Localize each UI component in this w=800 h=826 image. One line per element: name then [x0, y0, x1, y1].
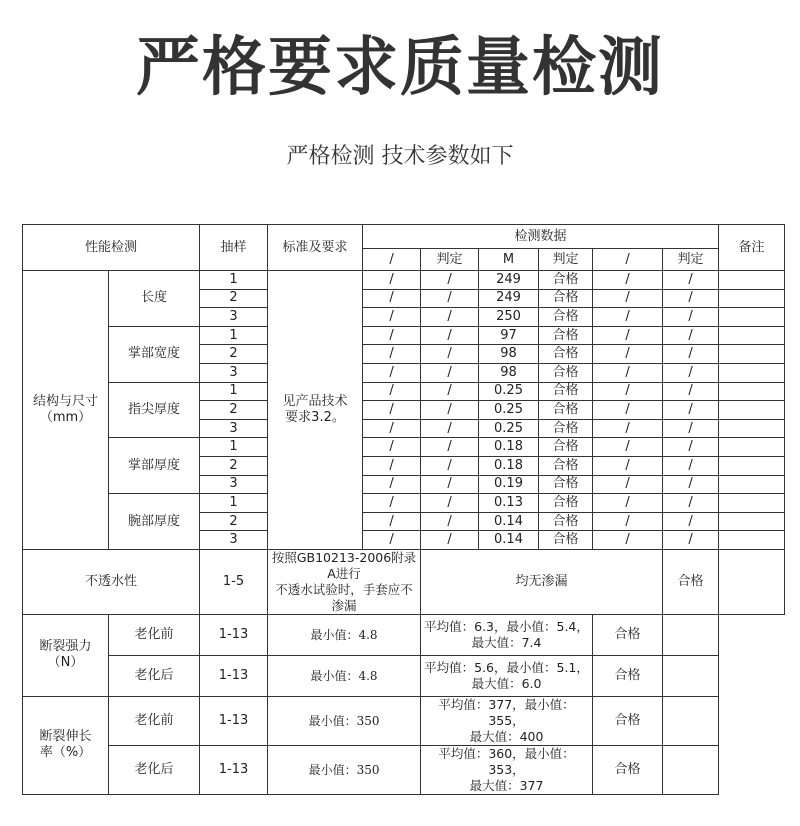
sample-number: 1	[200, 271, 268, 290]
sample-number: 2	[200, 456, 268, 475]
data-cell: /	[663, 419, 719, 438]
result-cell-line1: 平均值：360，最小值：353，	[438, 745, 575, 777]
table-row	[23, 494, 785, 513]
requirement-cell: 最小值：350	[268, 745, 421, 794]
data-cell: /	[593, 401, 663, 420]
measure-value: 0.14	[479, 531, 539, 550]
verdict-cell: 合格	[539, 401, 593, 420]
data-cell: /	[421, 401, 479, 420]
structure-label	[23, 271, 109, 550]
result-cell	[421, 614, 593, 655]
data-cell: /	[593, 326, 663, 345]
verdict-cell: 合格	[539, 531, 593, 550]
result-cell-line1: 平均值：5.6，最小值：5.1，	[424, 659, 589, 675]
measure-value: 249	[479, 289, 539, 308]
measure-value: 250	[479, 308, 539, 327]
data-cell: /	[421, 289, 479, 308]
result-cell	[421, 745, 593, 794]
note-cell	[719, 345, 785, 364]
note-cell	[719, 308, 785, 327]
result-cell-line2: 最大值：7.4	[471, 634, 542, 650]
header-data: 检测数据	[363, 225, 719, 249]
opaque-sample: 1-5	[200, 549, 268, 614]
spec-table	[22, 224, 785, 795]
tensile-label-line2: （N）	[47, 655, 84, 671]
data-cell: /	[663, 271, 719, 290]
verdict-cell: 合格	[539, 438, 593, 457]
group-name: 掌部厚度	[109, 438, 200, 494]
subheader-cell: /	[593, 249, 663, 271]
group-name: 长度	[109, 271, 200, 327]
opaque-label: 不透水性	[23, 549, 200, 614]
requirement-cell: 最小值：4.8	[268, 614, 421, 655]
table-row	[23, 438, 785, 457]
data-cell: /	[593, 531, 663, 550]
verdict-cell: 合格	[539, 363, 593, 382]
data-cell: /	[663, 382, 719, 401]
verdict-cell: 合格	[539, 382, 593, 401]
note-cell	[719, 401, 785, 420]
note-cell	[719, 326, 785, 345]
data-cell: /	[593, 456, 663, 475]
sample-number: 2	[200, 289, 268, 308]
note-cell	[663, 745, 719, 794]
sample-number: 3	[200, 363, 268, 382]
data-cell: /	[663, 363, 719, 382]
data-cell: /	[593, 475, 663, 494]
measure-value: 0.18	[479, 438, 539, 457]
data-cell: /	[421, 308, 479, 327]
result-cell-line2: 最大值：6.0	[471, 675, 542, 691]
requirement-cell: 最小值：350	[268, 696, 421, 745]
data-cell: /	[363, 363, 421, 382]
sample-number: 3	[200, 531, 268, 550]
group-name: 指尖厚度	[109, 382, 200, 438]
condition-cell: 老化前	[109, 614, 200, 655]
verdict-cell: 合格	[539, 419, 593, 438]
measure-value: 0.13	[479, 494, 539, 513]
condition-cell: 老化后	[109, 655, 200, 696]
structure-label-line1: 结构与尺寸	[32, 393, 98, 409]
result-cell	[421, 655, 593, 696]
data-cell: /	[363, 531, 421, 550]
data-cell: /	[421, 419, 479, 438]
data-cell: /	[663, 438, 719, 457]
note-cell	[719, 363, 785, 382]
sample-number: 3	[200, 475, 268, 494]
subheader-cell: 判定	[421, 249, 479, 271]
elongation-label-line2: 率（%）	[39, 745, 92, 761]
result-cell-line1: 平均值：6.3，最小值：5.4，	[424, 618, 589, 634]
data-cell: /	[363, 345, 421, 364]
data-cell: /	[663, 456, 719, 475]
header-note: 备注	[719, 225, 785, 271]
verdict-cell: 合格	[539, 326, 593, 345]
result-cell-line1: 平均值：377，最小值：355，	[438, 696, 575, 728]
data-cell: /	[663, 289, 719, 308]
measure-value: 0.25	[479, 382, 539, 401]
data-cell: /	[593, 363, 663, 382]
verdict-cell: 合格	[539, 512, 593, 531]
data-cell: /	[593, 494, 663, 513]
condition-cell: 老化后	[109, 745, 200, 794]
data-cell: /	[593, 438, 663, 457]
measure-value: 0.25	[479, 419, 539, 438]
note-cell	[663, 614, 719, 655]
data-cell: /	[663, 308, 719, 327]
data-cell: /	[421, 512, 479, 531]
sample-number: 1	[200, 494, 268, 513]
result-cell-line2: 最大值：400	[469, 728, 544, 744]
data-cell: /	[363, 494, 421, 513]
measure-value: 97	[479, 326, 539, 345]
data-cell: /	[421, 326, 479, 345]
header-sample: 抽样	[200, 225, 268, 271]
sample-number: 3	[200, 308, 268, 327]
sample-range: 1-13	[200, 655, 268, 696]
page-subtitle: 严格检测 技术参数如下	[286, 144, 514, 169]
data-cell: /	[663, 475, 719, 494]
header-standard: 标准及要求	[268, 225, 363, 271]
verdict-cell: 合格	[539, 271, 593, 290]
sample-range: 1-13	[200, 614, 268, 655]
sample-number: 1	[200, 382, 268, 401]
table-row	[23, 271, 785, 290]
note-cell	[719, 494, 785, 513]
data-cell: /	[421, 363, 479, 382]
opaque-standard-line1: 按照GB10213-2006附录A进行	[271, 549, 417, 581]
data-cell: /	[363, 512, 421, 531]
verdict-cell: 合格	[593, 655, 663, 696]
measure-value: 0.19	[479, 475, 539, 494]
verdict-cell: 合格	[539, 456, 593, 475]
data-cell: /	[663, 531, 719, 550]
structure-label-line2: （mm）	[39, 409, 92, 425]
tensile-label	[23, 614, 109, 696]
data-cell: /	[363, 326, 421, 345]
sample-number: 2	[200, 512, 268, 531]
data-cell: /	[363, 475, 421, 494]
opaque-verdict: 合格	[663, 549, 719, 614]
opaque-result: 均无渗漏	[421, 549, 663, 614]
sample-range: 1-13	[200, 696, 268, 745]
sample-number: 1	[200, 438, 268, 457]
note-cell	[719, 382, 785, 401]
data-cell: /	[663, 345, 719, 364]
sample-number: 3	[200, 419, 268, 438]
data-cell: /	[363, 401, 421, 420]
table-row	[23, 326, 785, 345]
note-cell	[663, 696, 719, 745]
measure-value: 249	[479, 271, 539, 290]
requirement-cell: 最小值：4.8	[268, 655, 421, 696]
result-cell	[421, 696, 593, 745]
structure-standard	[268, 271, 363, 550]
sample-range: 1-13	[200, 745, 268, 794]
structure-standard-line1: 见产品技术	[282, 393, 348, 409]
sample-number: 1	[200, 326, 268, 345]
data-cell: /	[363, 382, 421, 401]
data-cell: /	[421, 345, 479, 364]
measure-value: 98	[479, 345, 539, 364]
verdict-cell: 合格	[539, 345, 593, 364]
structure-standard-line2: 要求3.2。	[285, 409, 345, 425]
data-cell: /	[421, 494, 479, 513]
note-cell	[719, 531, 785, 550]
verdict-cell: 合格	[539, 494, 593, 513]
data-cell: /	[421, 438, 479, 457]
table-row	[23, 549, 785, 614]
data-cell: /	[363, 271, 421, 290]
measure-value: 0.25	[479, 401, 539, 420]
table-row	[23, 382, 785, 401]
measure-value: 98	[479, 363, 539, 382]
data-cell: /	[593, 345, 663, 364]
data-cell: /	[421, 475, 479, 494]
sample-number: 2	[200, 345, 268, 364]
subheader-cell: /	[363, 249, 421, 271]
data-cell: /	[593, 289, 663, 308]
note-cell	[719, 419, 785, 438]
opaque-standard-line2: 不透水试验时，手套应不渗漏	[275, 581, 413, 613]
table-row	[23, 655, 785, 696]
verdict-cell: 合格	[539, 308, 593, 327]
table-row	[23, 745, 785, 794]
subheader-cell: 判定	[539, 249, 593, 271]
verdict-cell: 合格	[593, 614, 663, 655]
data-cell: /	[593, 308, 663, 327]
elongation-label-line1: 断裂伸长	[39, 729, 92, 745]
note-cell	[719, 549, 785, 614]
data-cell: /	[663, 401, 719, 420]
data-cell: /	[363, 438, 421, 457]
opaque-standard	[268, 549, 421, 614]
condition-cell: 老化前	[109, 696, 200, 745]
note-cell	[719, 456, 785, 475]
verdict-cell: 合格	[593, 745, 663, 794]
note-cell	[663, 655, 719, 696]
subheader-cell: M	[479, 249, 539, 271]
note-cell	[719, 438, 785, 457]
verdict-cell: 合格	[539, 475, 593, 494]
group-name: 腕部厚度	[109, 494, 200, 550]
data-cell: /	[593, 512, 663, 531]
note-cell	[719, 289, 785, 308]
page-title: 严格要求质量检测	[136, 31, 664, 105]
data-cell: /	[363, 456, 421, 475]
table-row	[23, 696, 785, 745]
elongation-label	[23, 696, 109, 794]
data-cell: /	[593, 271, 663, 290]
group-name: 掌部宽度	[109, 326, 200, 382]
data-cell: /	[421, 271, 479, 290]
subheader-cell: 判定	[663, 249, 719, 271]
note-cell	[719, 271, 785, 290]
data-cell: /	[363, 289, 421, 308]
data-cell: /	[663, 512, 719, 531]
verdict-cell: 合格	[593, 696, 663, 745]
data-cell: /	[593, 419, 663, 438]
measure-value: 0.18	[479, 456, 539, 475]
data-cell: /	[363, 419, 421, 438]
tensile-label-line1: 断裂强力	[39, 639, 92, 655]
verdict-cell: 合格	[539, 289, 593, 308]
sample-number: 2	[200, 401, 268, 420]
data-cell: /	[593, 382, 663, 401]
data-cell: /	[421, 382, 479, 401]
data-cell: /	[421, 531, 479, 550]
data-cell: /	[421, 456, 479, 475]
note-cell	[719, 512, 785, 531]
header-performance: 性能检测	[23, 225, 200, 271]
data-cell: /	[663, 326, 719, 345]
table-row	[23, 614, 785, 655]
note-cell	[719, 475, 785, 494]
data-cell: /	[663, 494, 719, 513]
result-cell-line2: 最大值：377	[469, 777, 544, 793]
data-cell: /	[363, 308, 421, 327]
measure-value: 0.14	[479, 512, 539, 531]
